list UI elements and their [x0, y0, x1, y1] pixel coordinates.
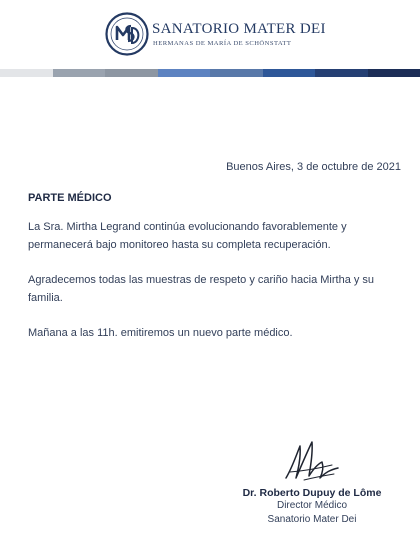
msd-monogram-logo: [104, 11, 150, 57]
signatory-name: Dr. Roberto Dupuy de Lôme: [242, 487, 382, 499]
color-band-segment: [263, 69, 316, 77]
letter-paragraph-3: Mañana a las 11h. emitiremos un nuevo parte médico.: [28, 327, 293, 339]
signatory-institution: Sanatorio Mater Dei: [267, 514, 357, 525]
color-band-segment: [53, 69, 106, 77]
signature-block: [232, 487, 392, 527]
color-band-segment: [315, 69, 368, 77]
color-band: [0, 69, 420, 77]
color-band-segment: [105, 69, 158, 77]
org-name: SANATORIO MATER DEI: [152, 21, 326, 37]
letter-paragraph-1: La Sra. Mirtha Legrand continúa evolucionando favorablemente y permanecerá bajo monitoreo hasta su completa recuperación.: [28, 221, 347, 251]
org-subtitle: HERMANAS DE MARÍA DE SCHÖNSTATT: [153, 40, 292, 47]
signatory-title: Director Médico: [276, 500, 348, 511]
letter-heading: PARTE MÉDICO: [28, 192, 112, 204]
color-band-segment: [158, 69, 211, 77]
color-band-segment: [210, 69, 263, 77]
color-band-segment: [368, 69, 420, 77]
letter-date: Buenos Aires, 3 de octubre de 2021: [226, 161, 401, 173]
letterhead: [0, 0, 420, 66]
handwritten-signature: [282, 438, 342, 484]
letter-paragraph-2: Agradecemos todas las muestras de respeto y cariño hacia Mirtha y su familia.: [28, 274, 375, 304]
color-band-segment: [0, 69, 53, 77]
